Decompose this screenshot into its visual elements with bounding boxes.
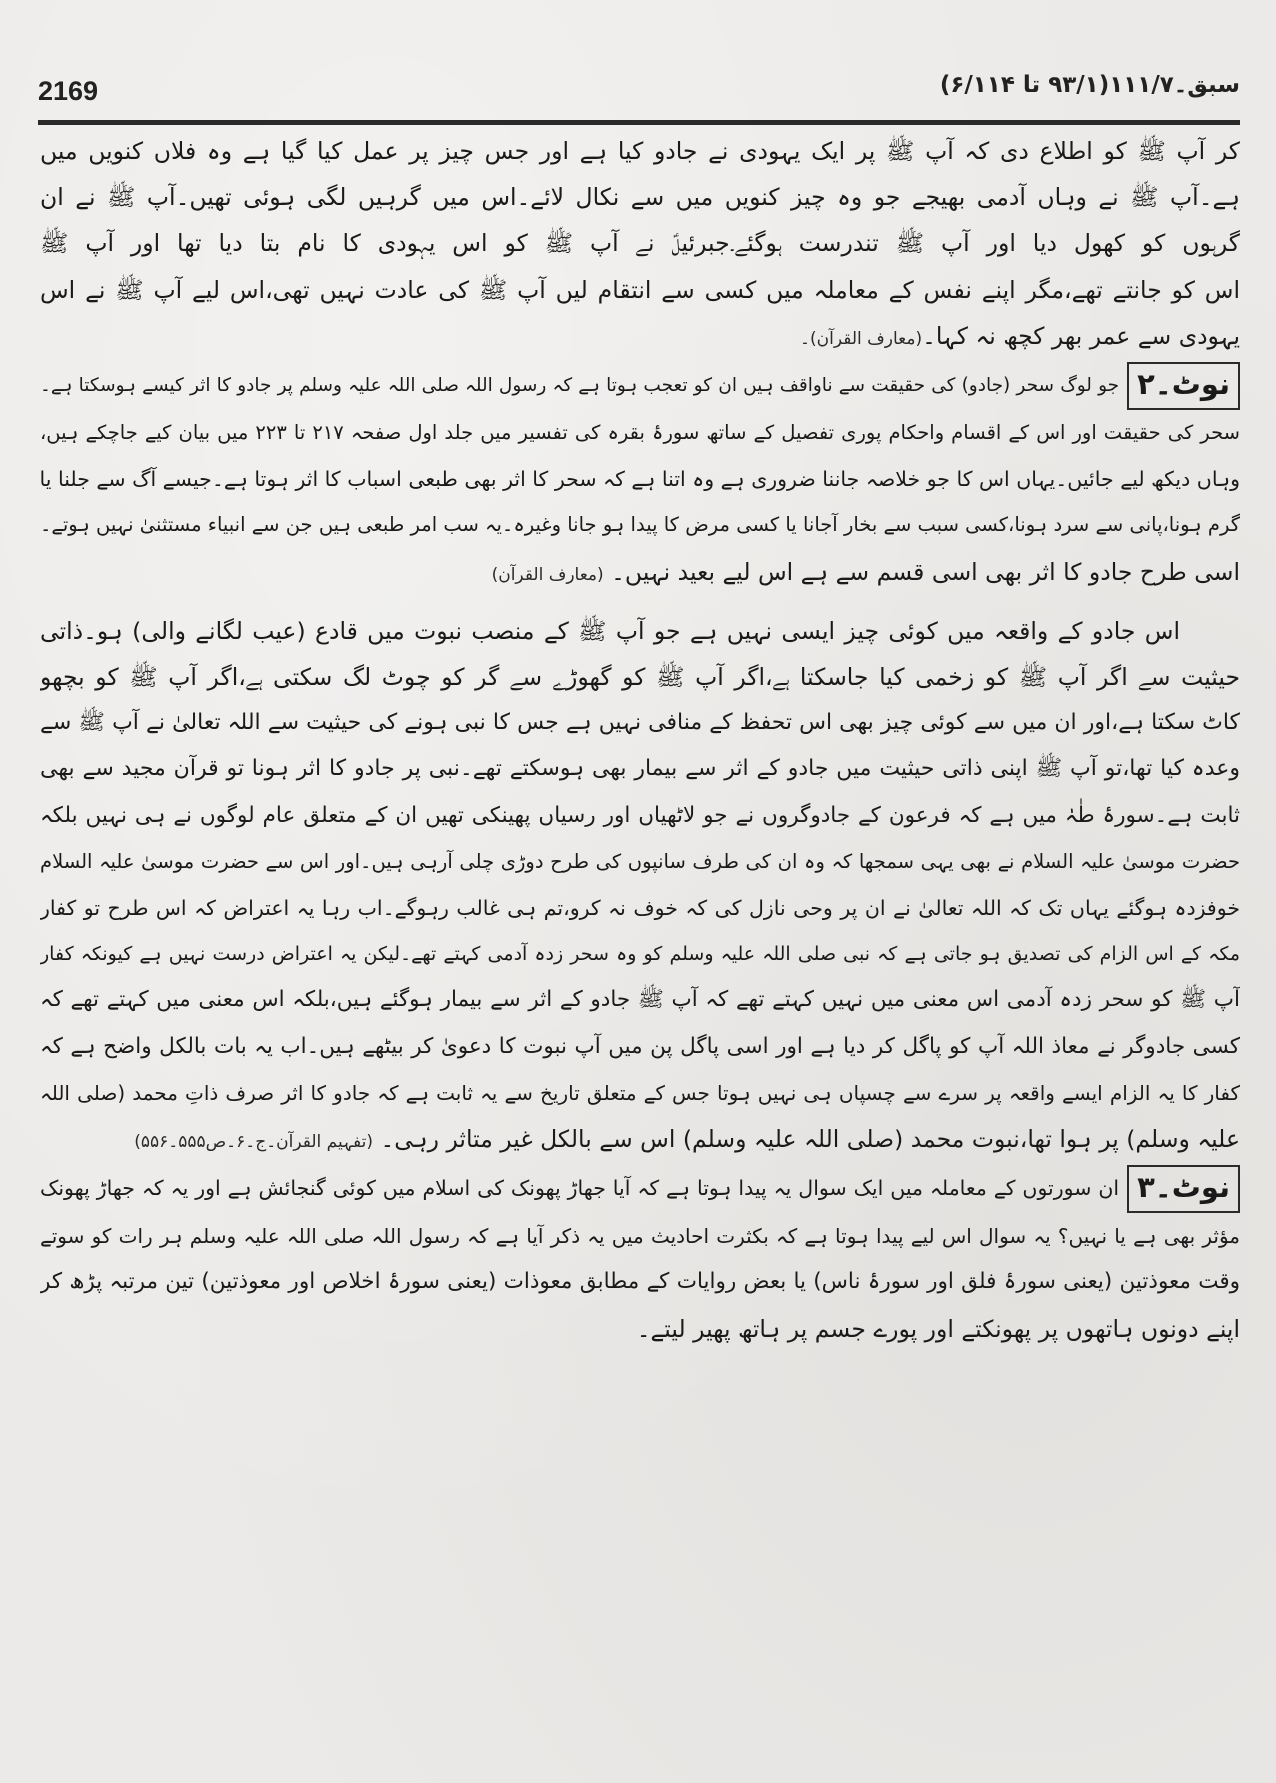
paragraph-1 [40, 128, 1240, 362]
paragraph-3 [40, 608, 1240, 1165]
text-line: سحر کی حقیقت اور اس کے اقسام واحکام پوری تفصیل کے ساتھ سورۂ بقرہ کی تفسیر میں جلد اول صفحہ ۲۱۷ تا ۲۲۳ میں بیان کیے جاچکے ہیں، [40, 421, 1240, 445]
paragraph-gap [40, 598, 1240, 608]
citation: (معارف القرآن) [491, 564, 604, 585]
note-2 [40, 362, 1240, 598]
citation: (تفہیم القرآن۔ج۔۶۔ص۵۵۵۔۵۵۶) [134, 1132, 374, 1153]
text-line: کاٹ سکتا ہے،اور ان میں سے کوئی چیز بھی اس تحفظ کے منافی نہیں ہے جس کا نبی ہونے کی حیثیت سے اللہ تعالیٰ نے آپ ﷺ سے [40, 710, 1240, 736]
text-line: حضرت موسیٰ علیہ السلام نے بھی یہی سمجھا کہ وہ ان کی طرف سانپوں کی طرح دوڑی چلی آرہی ہیں۔اور اس سے حضرت موسیٰ علیہ السلام [40, 849, 1240, 873]
text-line: مؤثر بھی ہے یا نہیں؟ یہ سوال اس لیے پیدا ہوتا ہے کہ بکثرت احادیث میں یہ ذکر آیا ہے کہ رسول اللہ صلی اللہ علیہ وسلم ہر رات کو سوتے [40, 1224, 1240, 1249]
note-label-box: نوٹ۔۳ [1127, 1165, 1240, 1213]
note-3 [40, 1165, 1240, 1352]
text-line [40, 313, 1240, 362]
lesson-reference: سبق۔۱۱۱/۷(۹۳/۱ تا ۶/۱۱۴) [939, 72, 1240, 98]
page-number: 2169 [38, 76, 99, 106]
text-line: وعدہ کیا تھا،تو آپ ﷺ اپنی ذاتی حیثیت میں جادو کے اثر سے بیمار بھی ہوسکتے تھے۔نبی پر جادو کا اثر ہونا تو قرآن مجید سے بھی [40, 756, 1240, 782]
text-line [40, 1165, 1240, 1213]
text-line [40, 1116, 1240, 1165]
text-line: گرم ہونا،پانی سے سرد ہونا،کسی سبب سے بخار آجانا یا کسی مرض کا پیدا ہو جانا وغیرہ۔یہ سب امر طبعی ہیں جن سے انبیاء مستثنیٰ نہیں ہوتے۔ [40, 513, 1240, 537]
header-rule [38, 120, 1240, 125]
text-line-content: ان سورتوں کے معاملہ میں ایک سوال یہ پیدا ہوتا ہے کہ آیا جھاڑ پھونک کی اسلام میں کوئی گنجائش ہے اور یہ کہ جھاڑ پھونک [40, 1176, 1120, 1201]
text-line: اپنے دونوں ہاتھوں پر پھونکتے اور پورے جسم پر ہاتھ پھیر لیتے۔ [636, 1314, 1240, 1343]
text-line: اس کو جانتے تھے،مگر اپنے نفس کے معاملہ میں کسی سے انتقام لیں آپ ﷺ کی عادت نہیں تھی،اس لیے آپ ﷺ نے اس [40, 275, 1240, 304]
text-line-content: اسی طرح جادو کا اثر بھی اسی قسم سے ہے اس لیے بعید نہیں۔ [611, 557, 1240, 586]
text-line: ہے۔آپ ﷺ نے وہاں آدمی بھیجے جو وہ چیز کنویں میں سے نکال لائے۔اس میں گرہیں لگی ہوئی تھیں۔آپ ﷺ نے ان [40, 183, 1240, 212]
text-line: ثابت ہے۔سورۂ طٰہٰ میں ہے کہ فرعون کے جادوگروں نے جو لاٹھیاں اور رسیاں پھینکی تھیں ان کے متعلق عام لوگوں نے ہی نہیں بلکہ [40, 802, 1240, 828]
text-line [40, 549, 1240, 598]
text-line: حیثیت سے اگر آپ ﷺ کو زخمی کیا جاسکتا ہے،اگر آپ ﷺ کو گھوڑے سے گر کو چوٹ لگ سکتی ہے،اگر آپ ﷺ کو بچھو [40, 663, 1240, 692]
text-line-content: جو لوگ سحر (جادو) کی حقیقت سے ناواقف ہیں ان کو تعجب ہوتا ہے کہ رسول اللہ صلی اللہ علیہ وسلم پر جادو کا اثر کیسے ہوسکتا ہے۔ [40, 375, 1120, 397]
text-line: وہاں دیکھ لیے جائیں۔یہاں اس کا جو خلاصہ جاننا ضروری ہے وہ اتنا ہے کہ سحر کا اثر بھی طبعی اسباب کا اثر ہوتا ہے۔جیسے آگ سے جلنا یا [40, 467, 1240, 492]
page-header [38, 72, 1240, 112]
text-line: کر آپ ﷺ کو اطلاع دی کہ آپ ﷺ پر ایک یہودی نے جادو کیا ہے اور جس چیز پر عمل کیا گیا ہے وہ فلاں کنویں میں [40, 137, 1240, 165]
text-line: اس جادو کے واقعہ میں کوئی چیز ایسی نہیں ہے جو آپ ﷺ کے منصب نبوت میں قادع (عیب لگانے والی) ہو۔ذاتی [40, 616, 1180, 645]
text-line: کفار کا یہ الزام ایسے واقعہ پر سرے سے چسپاں ہی نہیں ہوتا جس کے متعلق تاریخ سے یہ ثابت ہے کہ جادو کا اثر صرف ذاتِ محمد (صلی اللہ [40, 1080, 1240, 1105]
text-line: وقت معوذتین (یعنی سورۂ فلق اور سورۂ ناس) یا بعض روایات کے مطابق معوذات (یعنی سورۂ اخلاص اور معوذتین) تین مرتبہ پڑھ کر [40, 1269, 1240, 1295]
text-line-content: یہودی سے عمر بھر کچھ نہ کہا۔ [922, 321, 1240, 350]
text-line: گرہوں کو کھول دیا اور آپ ﷺ تندرست ہوگئے۔جبرئیلؑ نے آپ ﷺ کو اس یہودی کا نام بتا دیا تھا اور آپ ﷺ [40, 229, 1240, 258]
citation: (معارف القرآن)۔ [800, 328, 923, 349]
text-line: خوفزدہ ہوگئے یہاں تک کہ اللہ تعالیٰ نے ان پر وحی نازل کی کہ خوف نہ کرو،تم ہی غالب رہوگے۔اب رہا یہ اعتراض کہ اس طرح تو کفار [40, 896, 1240, 921]
text-line: کسی جادوگر نے معاذ اللہ آپ کو پاگل کر دیا ہے اور اسی پاگل پن میں آپ نبوت کا دعویٰ کر بیٹھے ہیں۔اب یہ بات بالکل واضح ہے کہ [40, 1033, 1240, 1059]
page-body [40, 128, 1240, 1352]
note-label-box: نوٹ۔۲ [1127, 362, 1240, 410]
text-line: آپ ﷺ کو سحر زدہ آدمی اس معنی میں نہیں کہتے تھے کہ آپ ﷺ جادو کے اثر سے بیمار ہوگئے ہیں،بلکہ اس معنی میں کہتے تھے کہ [40, 987, 1240, 1013]
text-line-content: علیہ وسلم) پر ہوا تھا،نبوت محمد (صلی اللہ علیہ وسلم) اس سے بالکل غیر متاثر رہی۔ [380, 1125, 1240, 1154]
text-line [40, 362, 1240, 410]
text-line: مکہ کے اس الزام کی تصدیق ہو جاتی ہے کہ نبی صلی اللہ علیہ وسلم کو وہ سحر زدہ آدمی کہتے تھے۔لیکن یہ اعتراض درست نہیں ہے کیونکہ کفار [40, 943, 1240, 966]
